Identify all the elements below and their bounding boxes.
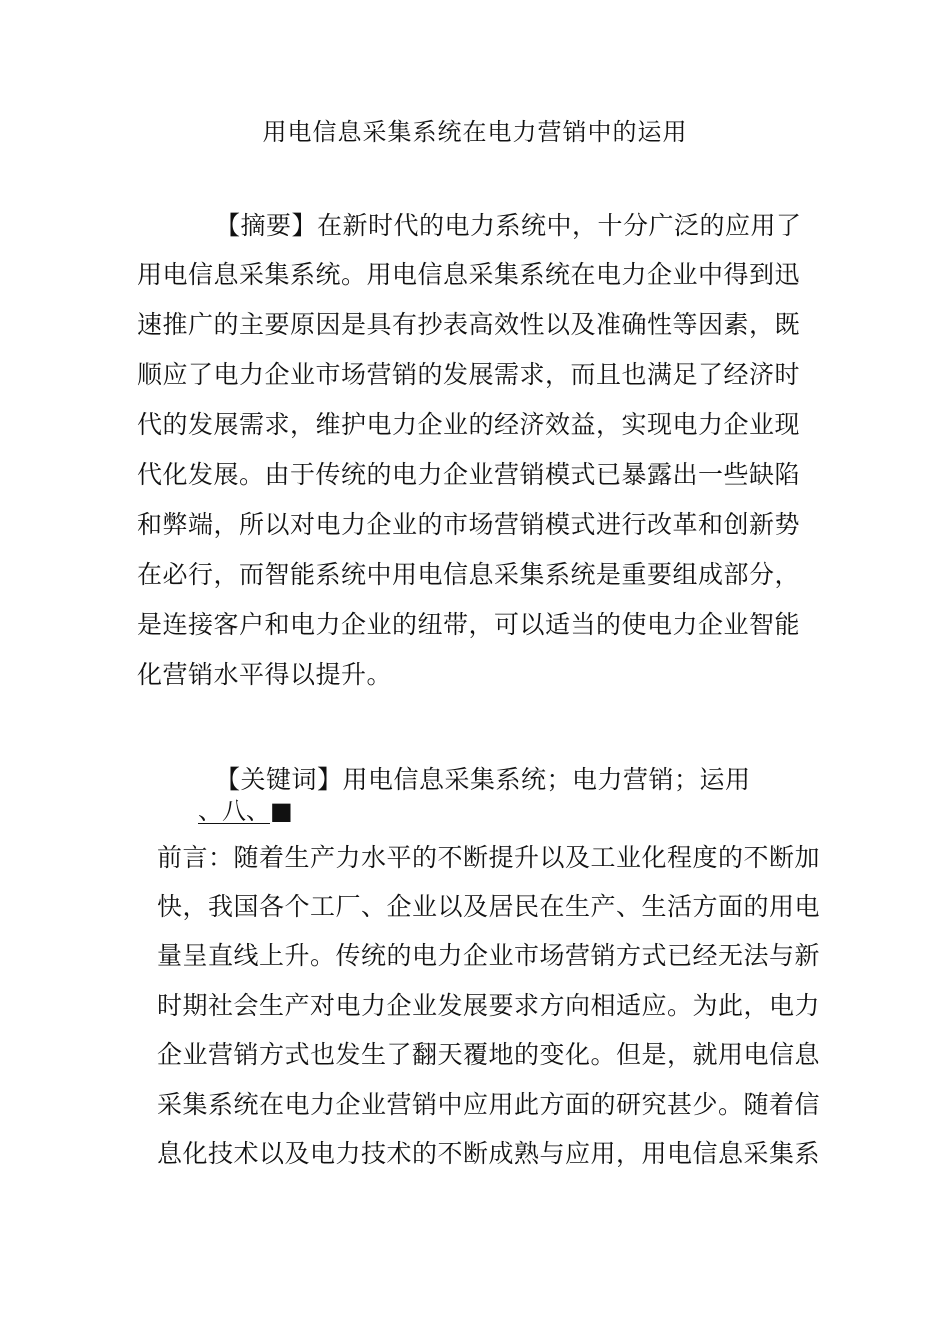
section-heading-marker <box>198 796 293 826</box>
page-title: 用电信息采集系统在电力营销中的运用 <box>262 118 688 146</box>
abstract-line: 是连接客户和电力企业的纽带，可以适当的使电力企业智能 <box>137 610 801 639</box>
abstract-line: 代的发展需求，维护电力企业的经济效益，实现电力企业现 <box>137 410 801 439</box>
intro-line: 前言：随着生产力水平的不断提升以及工业化程度的不断加 <box>157 843 821 872</box>
abstract-line: 和弊端，所以对电力企业的市场营销模式进行改革和创新势 <box>137 510 801 539</box>
abstract-line: 代化发展。由于传统的电力企业营销模式已暴露出一些缺陷 <box>137 460 801 489</box>
abstract-line: 【摘要】在新时代的电力系统中，十分广泛的应用了 <box>215 211 802 240</box>
intro-line: 快，我国各个工厂、企业以及居民在生产、生活方面的用电 <box>157 892 821 921</box>
intro-line: 量呈直线上升。传统的电力企业市场营销方式已经无法与新 <box>157 941 821 970</box>
intro-line: 企业营销方式也发生了翻天覆地的变化。但是，就用电信息 <box>157 1040 821 1069</box>
intro-line: 时期社会生产对电力企业发展要求方向相适应。为此，电力 <box>157 991 821 1020</box>
square-bullet-icon: ■ <box>270 797 293 825</box>
abstract-line: 速推广的主要原因是具有抄表高效性以及准确性等因素，既 <box>137 310 801 339</box>
intro-line: 息化技术以及电力技术的不断成熟与应用，用电信息采集系 <box>157 1139 821 1168</box>
abstract-line: 化营销水平得以提升。 <box>137 660 393 689</box>
keywords-line: 【关键词】用电信息采集系统；电力营销；运用 <box>215 765 751 794</box>
abstract-line: 在必行，而智能系统中用电信息采集系统是重要组成部分， <box>137 560 801 589</box>
intro-line: 采集系统在电力企业营销中应用此方面的研究甚少。随着信 <box>157 1090 821 1119</box>
abstract-line: 顺应了电力企业市场营销的发展需求，而且也满足了经济时 <box>137 360 801 389</box>
abstract-line: 用电信息采集系统。用电信息采集系统在电力企业中得到迅 <box>137 260 801 289</box>
section-heading-text: 、八、 <box>198 797 270 825</box>
